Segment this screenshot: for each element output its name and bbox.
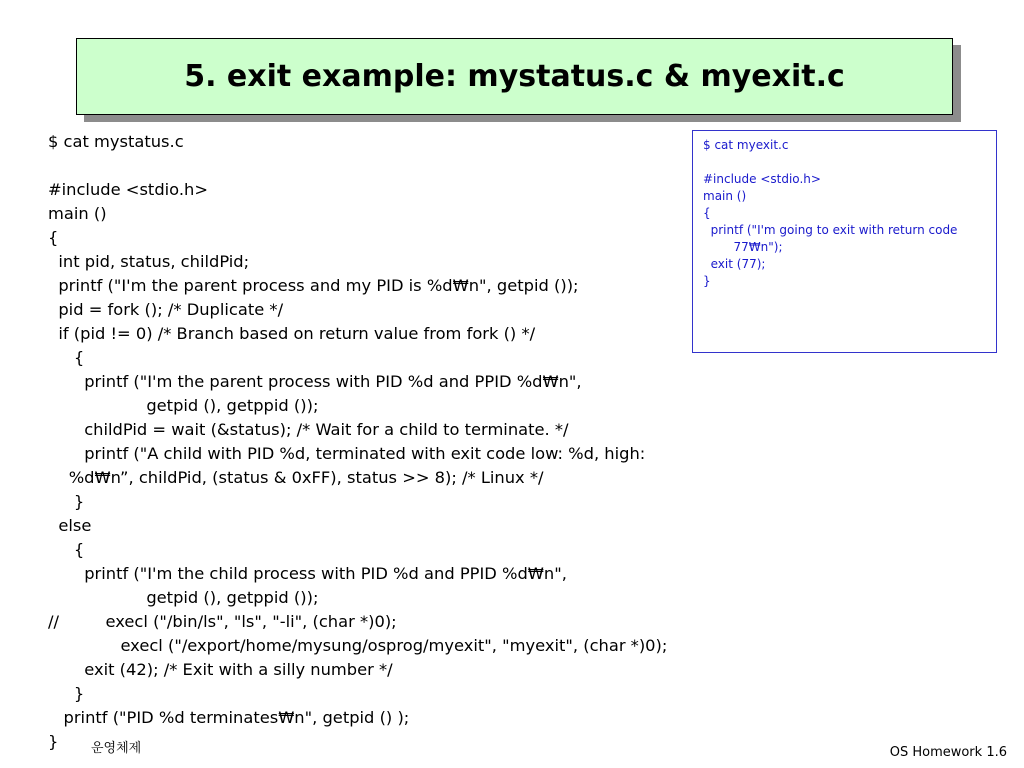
side-code-line: $ cat myexit.c: [703, 138, 789, 152]
code-line: printf ("I'm the parent process and my PID is %d₩n", getpid ());: [48, 276, 579, 295]
code-line: // execl ("/bin/ls", "ls", "-li", (char *)0);: [48, 612, 397, 631]
code-line: %d₩n”, childPid, (status & 0xFF), status >> 8); /* Linux */: [48, 468, 544, 487]
code-line: }: [48, 732, 59, 751]
code-line: if (pid != 0) /* Branch based on return value from fork () */: [48, 324, 536, 343]
code-line: getpid (), getppid ());: [48, 588, 319, 607]
code-line: printf ("PID %d terminates₩n", getpid () );: [48, 708, 410, 727]
title-box: [76, 38, 953, 115]
side-code-line: main (): [703, 189, 747, 203]
code-line: {: [48, 228, 59, 247]
code-line: #include <stdio.h>: [48, 180, 208, 199]
footer-page-label: OS Homework 1.6: [889, 745, 1007, 760]
code-line: printf ("I'm the parent process with PID %d and PPID %d₩n",: [48, 372, 582, 391]
footer-course-name: 운영체제: [91, 741, 142, 756]
code-line: getpid (), getppid ());: [48, 396, 319, 415]
side-code-box: [692, 130, 997, 353]
code-line: childPid = wait (&status); /* Wait for a child to terminate. */: [48, 420, 569, 439]
code-line: printf ("A child with PID %d, terminated with exit code low: %d, high:: [48, 444, 646, 463]
side-code-line: #include <stdio.h>: [703, 172, 821, 186]
code-line: exit (42); /* Exit with a silly number */: [48, 660, 393, 679]
side-code-line: printf ("I'm going to exit with return code: [703, 223, 958, 237]
code-line: execl ("/export/home/mysung/osprog/myexit", "myexit", (char *)0);: [48, 636, 668, 655]
side-code-line: }: [703, 274, 711, 288]
side-code-line: {: [703, 206, 711, 220]
code-line: printf ("I'm the child process with PID %d and PPID %d₩n",: [48, 564, 567, 583]
code-line: {: [48, 540, 85, 559]
side-code-line: [703, 154, 996, 171]
code-line: }: [48, 492, 85, 511]
code-line: else: [48, 516, 92, 535]
code-line: $ cat mystatus.c: [48, 132, 184, 151]
side-code-line: exit (77);: [703, 257, 766, 271]
code-line: int pid, status, childPid;: [48, 252, 250, 271]
code-line: {: [48, 348, 85, 367]
code-line: main (): [48, 204, 107, 223]
side-code-line: 77₩n");: [703, 240, 783, 254]
main-code-listing: [48, 130, 667, 754]
code-line: [48, 154, 667, 178]
slide-title: 5. exit example: mystatus.c & myexit.c: [184, 59, 845, 94]
code-line: pid = fork (); /* Duplicate */: [48, 300, 284, 319]
code-line: }: [48, 684, 85, 703]
